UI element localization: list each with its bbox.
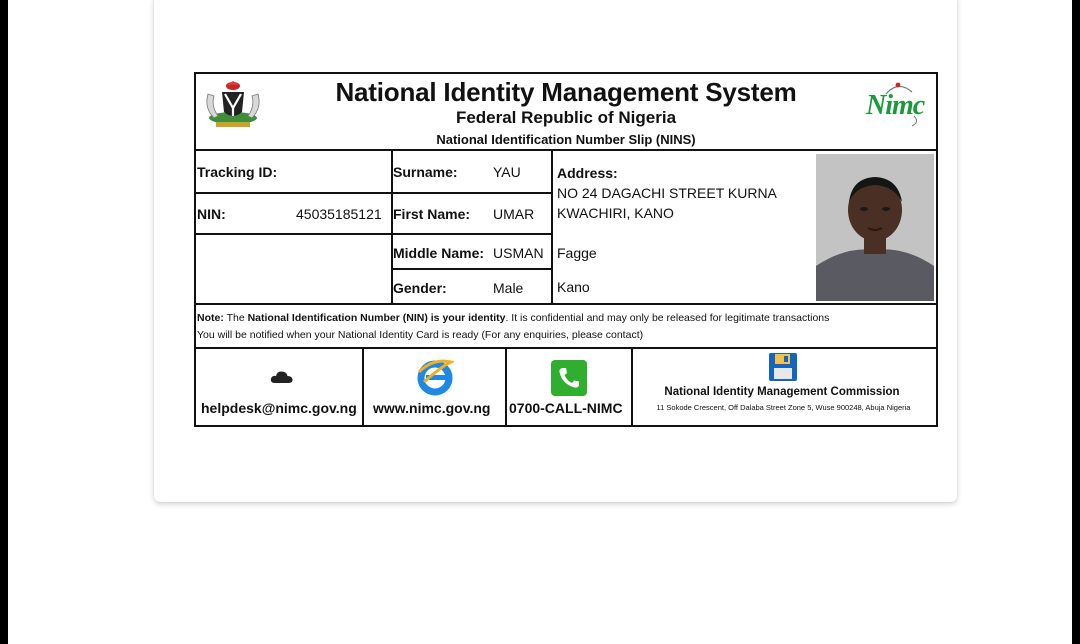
floppy-disk-icon [768, 352, 798, 382]
first-name-value: UMAR [493, 206, 535, 222]
note-text-b: . It is confidential and may only be released for legitimate transactions [505, 312, 830, 324]
note-prefix: Note: [197, 312, 224, 324]
divider [196, 347, 936, 349]
state-value: Kano [557, 279, 590, 295]
header-title: National Identity Management System [335, 77, 797, 107]
nin-value: 45035185121 [296, 206, 382, 222]
address-line-1: NO 24 DAGACHI STREET KURNA [557, 185, 777, 201]
tracking-id-label: Tracking ID: [197, 164, 278, 180]
screen-edge-right [1072, 0, 1080, 644]
nimc-logo-text: Nimc [866, 90, 925, 121]
surname-value: YAU [493, 164, 521, 180]
gender-value: Male [493, 280, 524, 296]
note-line-1 [197, 310, 829, 326]
address-line-2: KWACHIRI, KANO [557, 205, 674, 221]
nin-slip [194, 72, 938, 427]
commission-name: National Identity Management Commission [664, 386, 900, 398]
note-line-2: You will be notified when your National Identity Card is ready (For any enquiries, please contact) [197, 329, 644, 341]
middle-name-label: Middle Name: [393, 245, 485, 261]
divider [551, 149, 553, 303]
divider [196, 233, 552, 235]
middle-name-value: USMAN [493, 245, 544, 261]
nimc-logo [862, 78, 934, 130]
phone-icon [550, 359, 588, 397]
gender-label: Gender: [393, 280, 447, 296]
helpdesk-email[interactable]: helpdesk@nimc.gov.ng [201, 400, 357, 416]
phone-number[interactable]: 0700-CALL-NIMC [509, 400, 623, 416]
first-name-label: First Name: [393, 206, 471, 222]
note-text-a: The [223, 312, 248, 324]
divider [196, 303, 936, 305]
divider [196, 192, 552, 194]
address-label: Address: [557, 165, 618, 181]
nin-label: NIN: [197, 206, 226, 222]
screen-edge-left [0, 0, 8, 644]
passport-photo [816, 154, 934, 301]
commission-address: 11 Sokode Crescent, Off Dalaba Street Zone 5, Wuse 900248, Abuja Nigeria [656, 403, 911, 412]
header-subtitle: Federal Republic of Nigeria [455, 108, 677, 127]
internet-explorer-icon [416, 358, 454, 396]
divider [362, 349, 364, 425]
website-link[interactable]: www.nimc.gov.ng [373, 400, 491, 416]
slip-title: National Identification Number Slip (NINS) [436, 132, 696, 147]
surname-label: Surname: [393, 164, 458, 180]
person-portrait-icon [816, 154, 934, 301]
divider [505, 349, 507, 425]
divider [392, 268, 552, 270]
note-bold-text: National Identification Number (NIN) is your identity [247, 312, 506, 324]
divider [196, 149, 936, 151]
lga-value: Fagge [557, 245, 597, 261]
cloud-icon [270, 370, 294, 384]
